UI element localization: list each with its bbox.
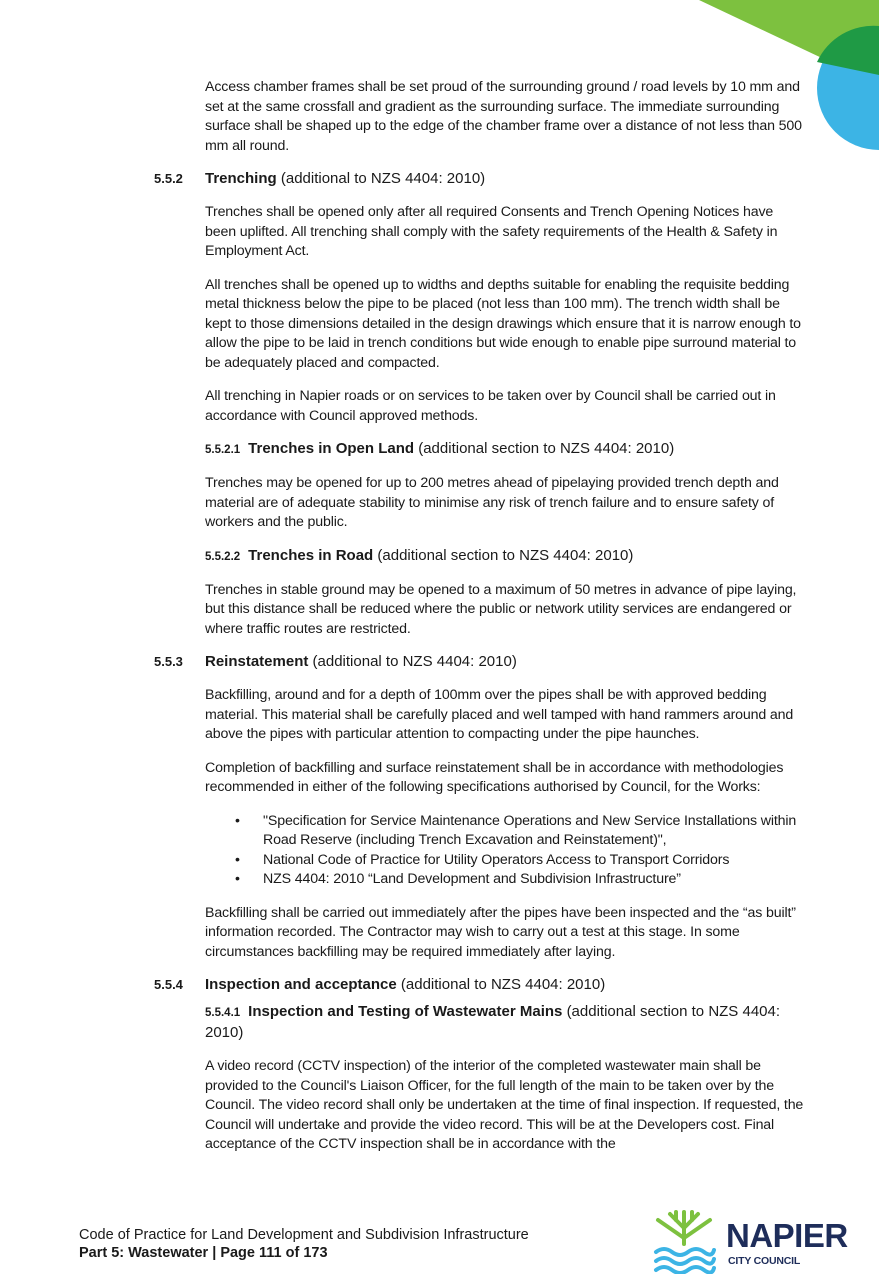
reinstatement-paragraph-2: Completion of backfilling and surface reinstatement shall be in accordance with methodologies recommended in either of the following specifications authorised by Council, for the Works:	[205, 759, 784, 795]
specification-list	[0, 812, 879, 890]
bullet-icon: •	[235, 871, 240, 887]
trenching-paragraph-3: All trenching in Napier roads or on services to be taken over by Council shall be carried out in accordance with Council approved methods.	[205, 388, 776, 424]
footer-document-title: Code of Practice for Land Development and Subdivision Infrastructure	[79, 1227, 529, 1243]
section-suffix: (additional section to NZS 4404: 2010)	[418, 440, 675, 457]
reinstatement-paragraph-1: Backfilling, around and for a depth of 100mm over the pipes shall be with approved bedding material. This material shall be carefully placed and well tamped with hand rammers around and above the pipes with particular attention to compacting under the pipe haunches.	[205, 687, 794, 742]
trenching-paragraph-2: All trenches shall be opened up to widths and depths suitable for enabling the requisite bedding metal thickness below the pipe to be placed (not less than 100 mm). The trench width shall be kept to those dimensions detailed in the design drawings which ensure that it is narrow enough to allow the pipe to be laid in trench conditions but wide enough to enable pipe surround material to be adequately placed and compacted.	[205, 276, 801, 371]
bullet-icon: •	[235, 851, 240, 868]
trenching-paragraph-1: Trenches shall be opened only after all required Consents and Trench Opening Notices have been uplifted. All trenching shall comply with the safety requirements of the Health & Safety in Employment Act.	[205, 204, 778, 259]
list-item: • National Code of Practice for Utility Operators Access to Transport Corridors	[205, 851, 805, 871]
page-footer	[79, 1226, 529, 1262]
section-number: 5.5.4	[154, 977, 183, 992]
section-title: Inspection and Testing of Wastewater Mains	[248, 1003, 563, 1020]
footer-page-info: Part 5: Wastewater | Page 111 of 173	[79, 1245, 328, 1261]
section-suffix: (additional section to NZS 4404: 2010)	[205, 1003, 781, 1041]
logo-name: NAPIER	[726, 1217, 848, 1254]
napier-tree-waves-icon	[652, 1208, 716, 1274]
section-suffix: (additional to NZS 4404: 2010)	[280, 170, 486, 187]
heading-5-5-4-1	[0, 1002, 879, 1043]
section-number: 5.5.2.2	[205, 550, 241, 563]
section-title: Trenching	[205, 170, 277, 187]
in-road-paragraph: Trenches in stable ground may be opened to a maximum of 50 metres in advance of pipe laying, but this distance shall be reduced where the public or network utility services are endangered or where traffic routes are restricted.	[205, 581, 797, 637]
heading-5-5-2	[0, 169, 879, 189]
section-title: Trenches in Open Land	[248, 440, 415, 457]
list-item: • "Specification for Service Maintenance Operations and New Service Installations within Road Reserve (including Trench Excavation and Reinstatement)",	[235, 812, 797, 848]
section-number: 5.5.2	[154, 171, 183, 186]
logo-subtitle: CITY COUNCIL	[728, 1255, 801, 1267]
heading-5-5-2-2	[0, 546, 879, 567]
section-suffix: (additional to NZS 4404: 2010)	[400, 976, 606, 993]
open-land-paragraph: Trenches may be opened for up to 200 metres ahead of pipelaying provided trench depth and material are of adequate stability to minimise any risk of trench failure and to ensure safety of workers and the public.	[205, 475, 779, 530]
bullet-icon: •	[235, 812, 240, 829]
intro-paragraph: Access chamber frames shall be set proud of the surrounding ground / road levels by 10 mm and set at the same crossfall and gradient as the surrounding surface. The immediate surrounding surface shall be shaped up to the edge of the chamber frame over a distance of not less than 500 mm all round.	[205, 79, 802, 154]
section-title: Reinstatement	[205, 653, 309, 670]
reinstatement-paragraph-3: Backfilling shall be carried out immediately after the pipes have been inspected and the “as built” information recorded. The Contractor may wish to carry out a test at this stage. In some circumstances backfilling may be required immediately after laying.	[205, 904, 796, 960]
inspection-paragraph: A video record (CCTV inspection) of the interior of the completed wastewater main shall be provided to the Council's Liaison Officer, for the full length of the main to be taken over by the Council. The video record shall only be undertaken at the time of final inspection. If requested, the Council will undertake and provide the video record. This will be at the Developers cost. Final acceptance of the CCTV inspection shall be in accordance with the	[205, 1058, 804, 1152]
document-body	[0, 78, 879, 1155]
section-number: 5.5.3	[154, 654, 183, 669]
section-number: 5.5.4.1	[205, 1007, 241, 1019]
section-title: Inspection and acceptance	[205, 976, 397, 993]
section-number: 5.5.2.1	[205, 444, 241, 456]
section-suffix: (additional section to NZS 4404: 2010)	[377, 546, 634, 564]
heading-5-5-3	[0, 652, 879, 672]
napier-city-council-logo	[652, 1208, 852, 1274]
section-title: Trenches in Road	[248, 546, 374, 564]
list-item: • NZS 4404: 2010 “Land Development and Subdivision Infrastructure”	[205, 870, 805, 890]
heading-5-5-4	[0, 975, 879, 995]
section-suffix: (additional to NZS 4404: 2010)	[312, 653, 517, 670]
heading-5-5-2-1	[0, 439, 879, 460]
